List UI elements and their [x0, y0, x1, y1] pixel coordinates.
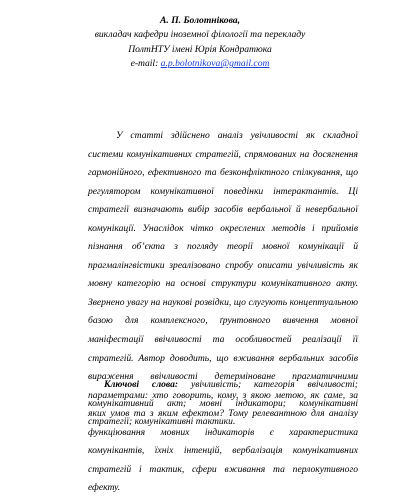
- email-label: e-mail:: [130, 58, 161, 70]
- abstract-paragraph: У статті здійснено аналіз увічливості як складної системи комунікативних стратегій, спрямованих на досягнення гармонійного, ефективного та безконфліктного спілкування, що регулятором комунікативної поведінки інтерактантів. Ці стратегії визначають вибір засобів вербальної й невербальної комунікації. Унаслідок чітко окреслених методів і прийомів пізнання об’єкта з погляду теорії мовної комунікації й прагмалінгвістики зреалізовано спробу описати увічливість як мовну категорію на основі структури комунікативного акту. Звернено увагу на наукові розвідки, що слугують концептуальною базою для комплексного, ґрунтовного вивчення мовної маніфестації ввічливості та особливостей реалізації її стратегій. Автор доводить, що вживання вербальних засобів вираження ввічливості детерміноване прагматичними параметрами: хто говорить, кому, з якою метою, як саме, за яких умов та з яким ефектом? Тому релевантною для аналізу функціювання мовних індикаторів є характеристика комунікантів, їхніх інтенцій, вербалізація комунікативних стратегій і тактик, сфери вживання та перлокутивного ефекту.: [88, 130, 358, 494]
- keywords-label: Ключові слова:: [104, 379, 179, 390]
- keywords-text: увічливість; категорія ввічливості; комунікативний акт; мовні індикатори; комунікативні стратегії; комунікативні тактики.: [88, 379, 358, 428]
- keywords-paragraph: [88, 376, 358, 432]
- author-university: ПолтНТУ імені Юрія Кондратюка: [128, 43, 272, 55]
- author-email-line: [0, 57, 400, 71]
- author-position: викладач кафедри іноземної філології та перекладу: [94, 29, 306, 41]
- author-name: А. П. Болотнікова,: [160, 15, 240, 26]
- email-link[interactable]: a.p.bolotnikova@gmail.com: [160, 58, 270, 70]
- author-block: [0, 14, 400, 72]
